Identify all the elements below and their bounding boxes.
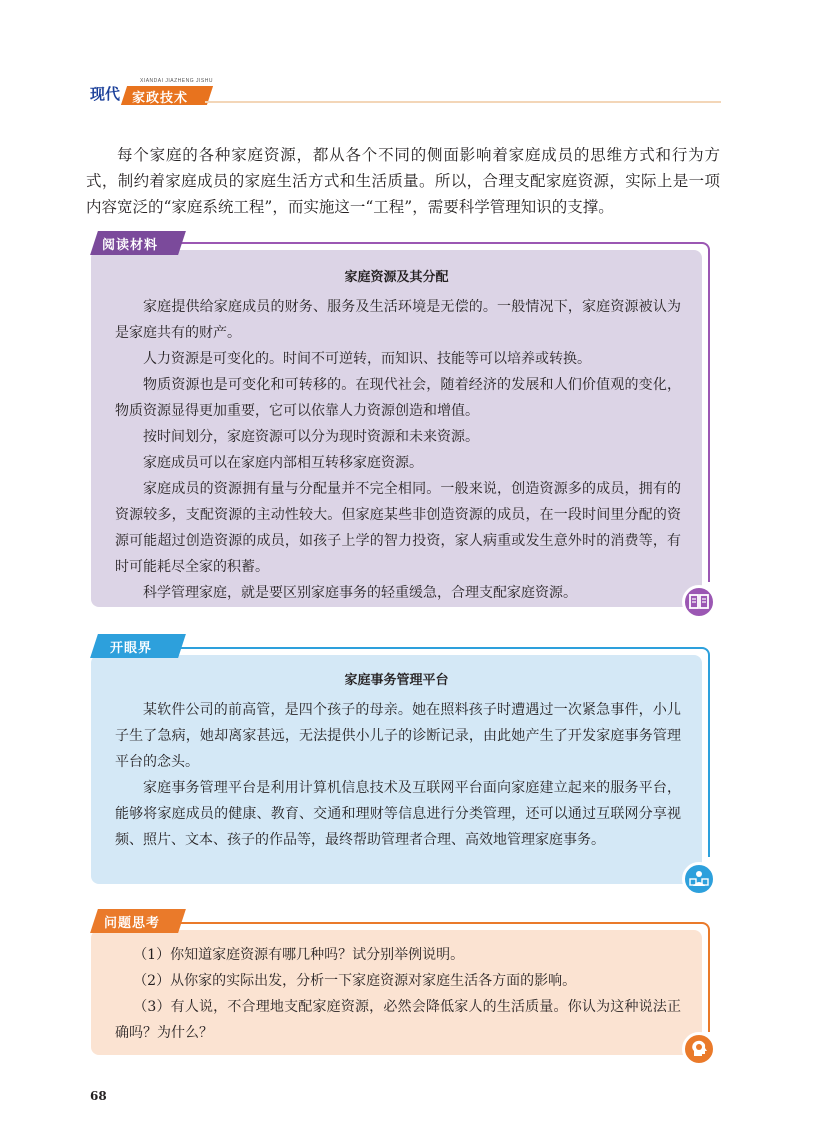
reading-paragraph: 家庭提供给家庭成员的财务、服务及生活环境是无偿的。一般情况下，家庭资源被认为是家庭共有的财产。 <box>115 299 681 341</box>
horizon-title: 家庭事务管理平台 <box>344 673 449 688</box>
horizon-body <box>115 697 681 853</box>
series-badge-label: 家政技术 <box>132 91 189 106</box>
question-body <box>115 942 681 1046</box>
reading-body <box>115 294 681 606</box>
reading-box <box>91 250 702 607</box>
reader-icon-glyph <box>689 870 709 888</box>
bulb-head-icon <box>682 1032 716 1066</box>
intro-paragraph: 每个家庭的各种家庭资源，都从各个不同的侧面影响着家庭成员的思维方式和行为方式，制约着家庭成员的家庭生活方式和生活质量。所以，合理支配家庭资源，实际上是一项内容宽泛的“家庭系统工程”，而实施这一“工程”，需要科学管理知识的支撑。 <box>86 146 720 216</box>
book-icon <box>682 585 716 619</box>
page-number: 68 <box>90 1089 107 1103</box>
reading-title: 家庭资源及其分配 <box>344 270 449 285</box>
reading-tab-label: 阅读材料 <box>102 238 159 253</box>
header-rule <box>205 101 721 103</box>
reading-paragraph: 家庭成员的资源拥有量与分配量并不完全相同。一般来说，创造资源多的成员，拥有的资源较多，支配资源的主动性较大。但家庭某些非创造资源的成员，在一段时间里分配的资源可能超过创造资源的成员，如孩子上学的智力投资，家人病重或发生意外时的消费等，有时可能耗尽全家的积蓄。 <box>115 481 681 575</box>
reading-paragraph: 科学管理家庭，就是要区别家庭事务的轻重缓急，合理支配家庭资源。 <box>143 585 577 601</box>
question-box <box>91 930 702 1055</box>
horizon-paragraph: 家庭事务管理平台是利用计算机信息技术及互联网平台面向家庭建立起来的服务平台，能够将家庭成员的健康、教育、交通和理财等信息进行分类管理，还可以通过互联网分享视频、照片、文本、孩子的作品等，最终帮助管理者合理、高效地管理家庭事务。 <box>115 780 681 848</box>
question-tab-label: 问题思考 <box>104 916 161 931</box>
reading-paragraph: 按时间划分，家庭资源可以分为现时资源和未来资源。 <box>143 429 479 445</box>
reading-paragraph: 物质资源也是可变化和可转移的。在现代社会，随着经济的发展和人们价值观的变化，物质资源显得更加重要，它可以依靠人力资源创造和增值。 <box>115 377 681 419</box>
question-item: （1）你知道家庭资源有哪几种吗？试分别举例说明。 <box>133 947 465 963</box>
series-pinyin: XIANDAI JIAZHENG JISHU <box>140 78 213 84</box>
horizon-tab-label: 开眼界 <box>110 641 153 656</box>
horizon-paragraph: 某软件公司的前高管，是四个孩子的母亲。她在照料孩子时遭遇过一次紧急事件，小儿子生了急病，她却离家甚远，无法提供小儿子的诊断记录，由此她产生了开发家庭事务管理平台的念头。 <box>115 702 681 770</box>
reading-paragraph: 人力资源是可变化的。时间不可逆转，而知识、技能等可以培养或转换。 <box>143 351 591 367</box>
reader-icon <box>682 862 716 896</box>
bulb-head-icon-glyph <box>689 1039 709 1059</box>
question-item: （2）从你家的实际出发，分析一下家庭资源对家庭生活各方面的影响。 <box>133 973 577 989</box>
reading-paragraph: 家庭成员可以在家庭内部相互转移家庭资源。 <box>143 455 423 471</box>
horizon-box <box>91 655 702 884</box>
question-item: （3）有人说，不合理地支配家庭资源，必然会降低家人的生活质量。你认为这种说法正确吗？为什么？ <box>115 999 681 1041</box>
book-icon-glyph <box>689 593 709 611</box>
series-title: 现代 <box>90 85 121 103</box>
